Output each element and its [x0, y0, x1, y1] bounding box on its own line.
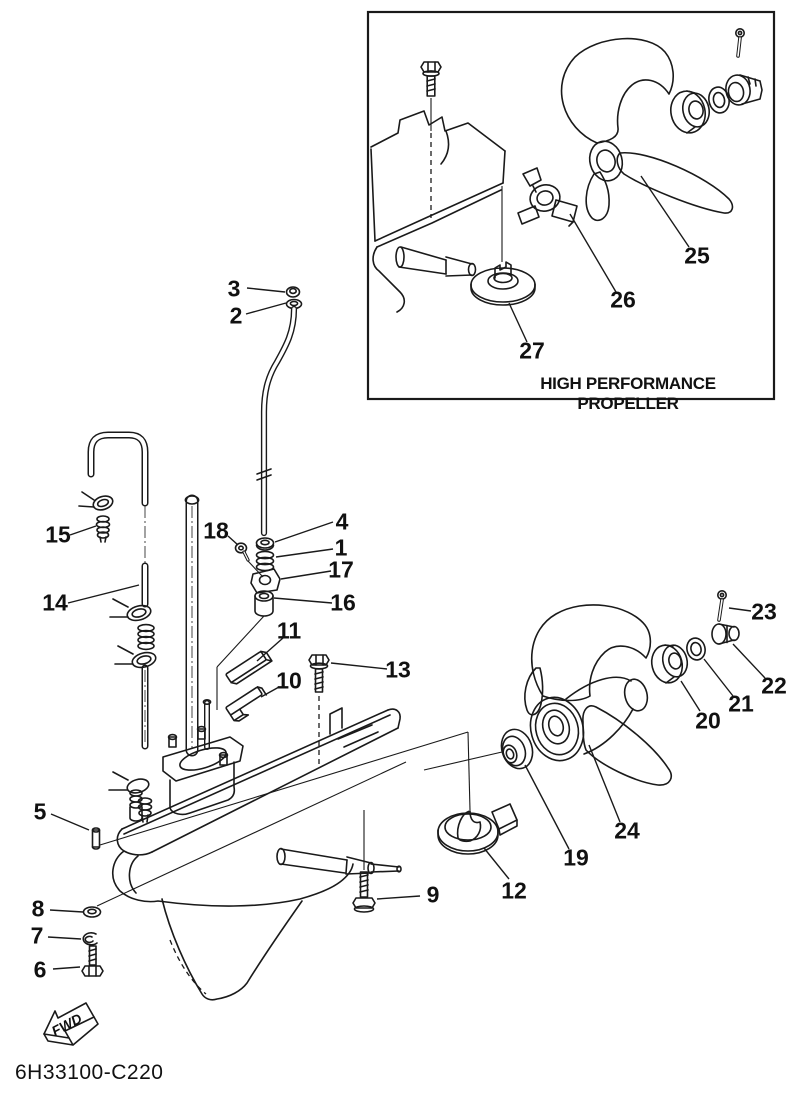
tube-spring [138, 625, 154, 650]
inset-hub-kit [667, 29, 762, 136]
part-4-washer [257, 538, 274, 550]
callout-27: 27 [519, 337, 545, 364]
part-25-propeller-inset [562, 39, 733, 221]
part-1-spring [257, 551, 274, 570]
pump-stud-2 [198, 727, 206, 739]
inset-leader-lines [509, 176, 689, 342]
callout-16: 16 [330, 589, 356, 616]
part-20-spacer [648, 642, 691, 686]
part-27-thrust-washer-inset [471, 262, 535, 305]
callout-12: 12 [501, 877, 527, 904]
shift-rod-lower [203, 700, 210, 747]
callout-20: 20 [695, 707, 721, 734]
callout-24: 24 [614, 817, 640, 844]
part-26-spacer-inset [518, 168, 577, 226]
callout-26: 26 [610, 286, 636, 313]
inset-caption: HIGH PERFORMANCE PROPELLER [540, 374, 716, 413]
callout-19: 19 [563, 844, 589, 871]
callout-17: 17 [328, 556, 354, 583]
part-17-connector [251, 569, 280, 593]
guide-line-shift [217, 616, 264, 667]
inset-box [368, 12, 774, 399]
callout-21: 21 [728, 690, 754, 717]
part-9-bolt [353, 872, 375, 912]
callout-4: 4 [335, 508, 349, 535]
shift-rod [257, 309, 294, 533]
hose-clamp-c [115, 646, 157, 670]
callout-1: 1 [334, 534, 348, 561]
part-6-bolt [82, 946, 103, 976]
part-5-pin [93, 828, 100, 849]
part-3-nut [287, 287, 300, 297]
driveshaft [185, 496, 198, 750]
callout-9: 9 [426, 881, 440, 908]
callout-3: 3 [227, 275, 241, 302]
part-10-key [226, 685, 270, 723]
callout-6: 6 [33, 956, 47, 983]
callout-25: 25 [684, 242, 710, 269]
pump-stud-1 [169, 735, 177, 747]
callout-18: 18 [203, 517, 229, 544]
callout-2: 2 [229, 302, 243, 329]
part-13-bolt [309, 655, 329, 768]
callout-7: 7 [30, 922, 44, 949]
callout-15: 15 [45, 521, 71, 548]
fwd-label: FWD [48, 1010, 85, 1040]
gearcase-housing [113, 708, 400, 1000]
callout-11: 11 [276, 617, 302, 644]
part-7-lock-washer [83, 933, 97, 945]
callout-10: 10 [276, 667, 302, 694]
callout-14: 14 [42, 589, 68, 616]
callout-5: 5 [33, 798, 47, 825]
inset-clamp-bolt [421, 62, 441, 218]
fwd-arrow [44, 1003, 98, 1045]
hose-clamp-a [79, 492, 115, 512]
callout-23: 23 [751, 598, 777, 625]
part-24-propeller [523, 605, 671, 785]
callout-22: 22 [761, 672, 787, 699]
part-15-fitting [97, 516, 110, 542]
callout-13: 13 [385, 656, 411, 683]
part-12-trim-tab [438, 804, 517, 854]
part-21-washer [685, 636, 708, 662]
propeller-shaft [277, 849, 401, 875]
part-23-cotter-pin [718, 591, 726, 620]
inset-gearcase-fragment [371, 111, 505, 312]
part-22-nut [712, 624, 739, 644]
part-8-washer [84, 907, 101, 917]
part-16-bushing [255, 591, 273, 616]
part-code-label: 6H33100-C220 [15, 1061, 164, 1084]
water-pump-housing [163, 727, 243, 815]
callout-8: 8 [31, 895, 45, 922]
